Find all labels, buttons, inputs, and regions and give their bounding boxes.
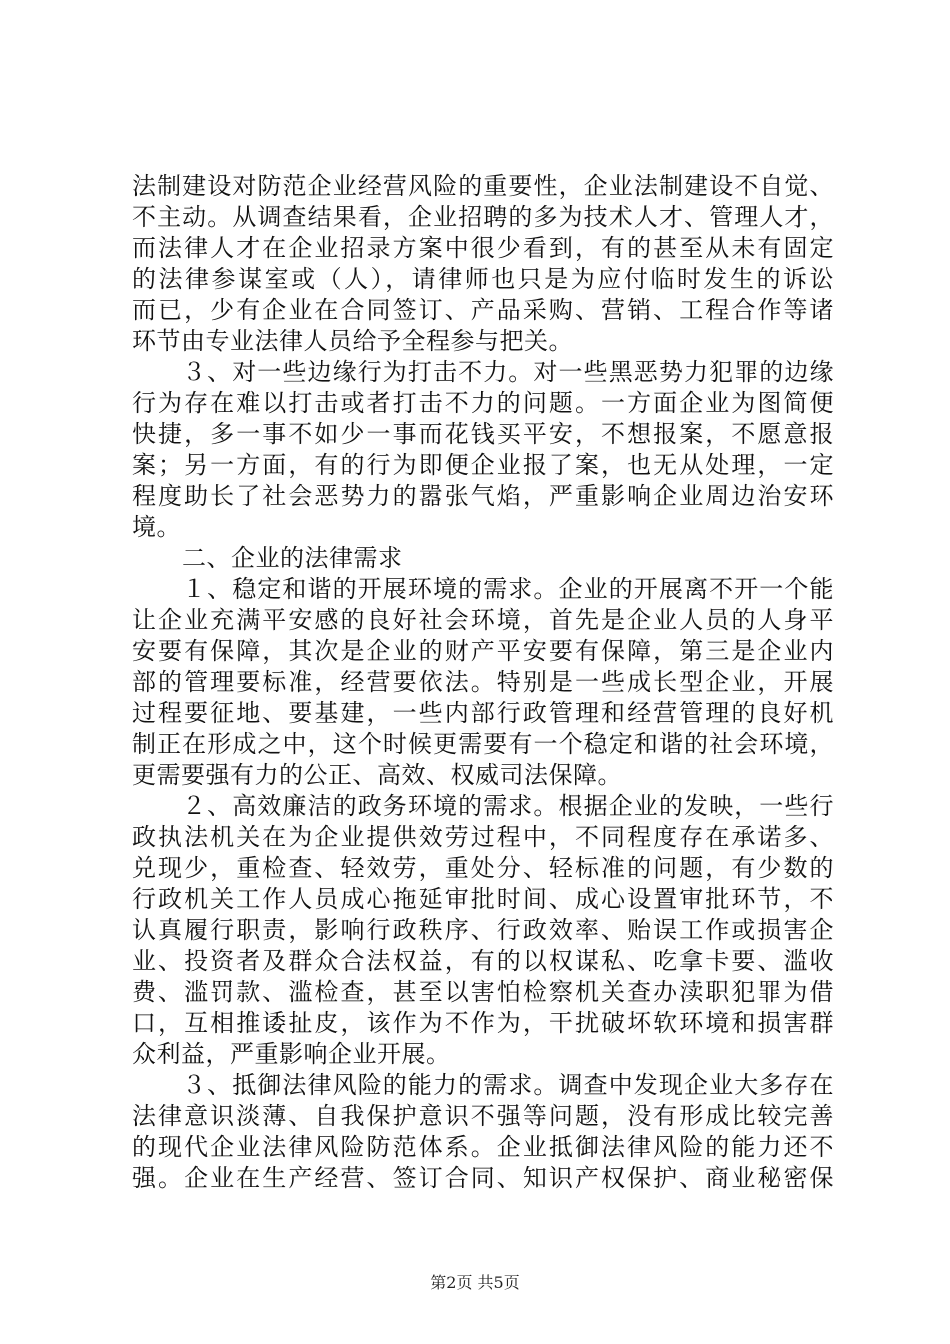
text-line: 更需要强有力的公正、高效、权威司法保障。 [132, 761, 622, 789]
text-line: 案；另一方面，有的行为即便企业报了案，也无从处理，一定 [132, 451, 834, 479]
text-line: 制正在形成之中，这个时候更需要有一个稳定和谐的社会环境， [132, 730, 834, 758]
text-line: 的法律参谋室或（人），请律师也只是为应付临时发生的诉讼 [132, 265, 834, 293]
text-line: ３、对一些边缘行为打击不力。对一些黑恶势力犯罪的边缘 [182, 358, 834, 386]
text-line: 兑现少，重检查、轻效劳，重处分、轻标准的问题，有少数的 [132, 854, 834, 882]
text-line: 而已，少有企业在合同签订、产品采购、营销、工程合作等诸 [132, 296, 834, 324]
text-line: 让企业充满平安感的良好社会环境，首先是企业人员的人身平 [132, 606, 834, 634]
text-line: ２、高效廉洁的政务环境的需求。根据企业的发映，一些行 [182, 792, 834, 820]
text-line: 程度助长了社会恶势力的嚣张气焰，严重影响企业周边治安环 [132, 482, 834, 510]
text-line: ３、抵御法律风险的能力的需求。调查中发现企业大多存在 [182, 1071, 834, 1099]
document-body [132, 171, 834, 1194]
text-line: 部的管理要标准，经营要依法。特别是一些成长型企业，开展 [132, 668, 834, 696]
text-line: 行为存在难以打击或者打击不力的问题。一方面企业为图简便 [132, 389, 834, 417]
text-line: 行政机关工作人员成心拖延审批时间、成心设置审批环节，不 [132, 885, 834, 913]
text-line: 二、企业的法律需求 [182, 544, 403, 572]
text-line: 而法律人才在企业招录方案中很少看到，有的甚至从未有固定 [132, 234, 834, 262]
text-line: 的现代企业法律风险防范体系。企业抵御法律风险的能力还不 [132, 1133, 834, 1161]
text-line: 境。 [132, 513, 181, 541]
text-line: 过程要征地、要基建，一些内部行政管理和经营管理的良好机 [132, 699, 834, 727]
text-line: 快捷，多一事不如少一事而花钱买平安，不想报案，不愿意报 [132, 420, 834, 448]
text-line: 口，互相推诿扯皮，该作为不作为，干扰破坏软环境和损害群 [132, 1009, 834, 1037]
page-footer: 第2页 共5页 [430, 1273, 520, 1292]
text-line: 费、滥罚款、滥检查，甚至以害怕检察机关查办渎职犯罪为借 [132, 978, 834, 1006]
text-line: 不主动。从调查结果看，企业招聘的多为技术人才、管理人才， [132, 203, 834, 231]
text-line: 强。企业在生产经营、签订合同、知识产权保护、商业秘密保 [132, 1164, 834, 1192]
text-line: 认真履行职责，影响行政秩序、行政效率、贻误工作或损害企 [132, 916, 834, 944]
text-line: 法制建设对防范企业经营风险的重要性，企业法制建设不自觉、 [132, 172, 834, 200]
text-line: 法律意识淡薄、自我保护意识不强等问题，没有形成比较完善 [132, 1102, 834, 1130]
text-line: １、稳定和谐的开展环境的需求。企业的开展离不开一个能 [182, 575, 834, 603]
text-line: 政执法机关在为企业提供效劳过程中，不同程度存在承诺多、 [132, 823, 834, 851]
text-line: 安要有保障，其次是企业的财产平安要有保障，第三是企业内 [132, 637, 834, 665]
text-line: 众利益，严重影响企业开展。 [132, 1040, 451, 1068]
text-line: 业、投资者及群众合法权益，有的以权谋私、吃拿卡要、滥收 [132, 947, 834, 975]
text-line: 环节由专业法律人员给予全程参与把关。 [132, 327, 573, 355]
